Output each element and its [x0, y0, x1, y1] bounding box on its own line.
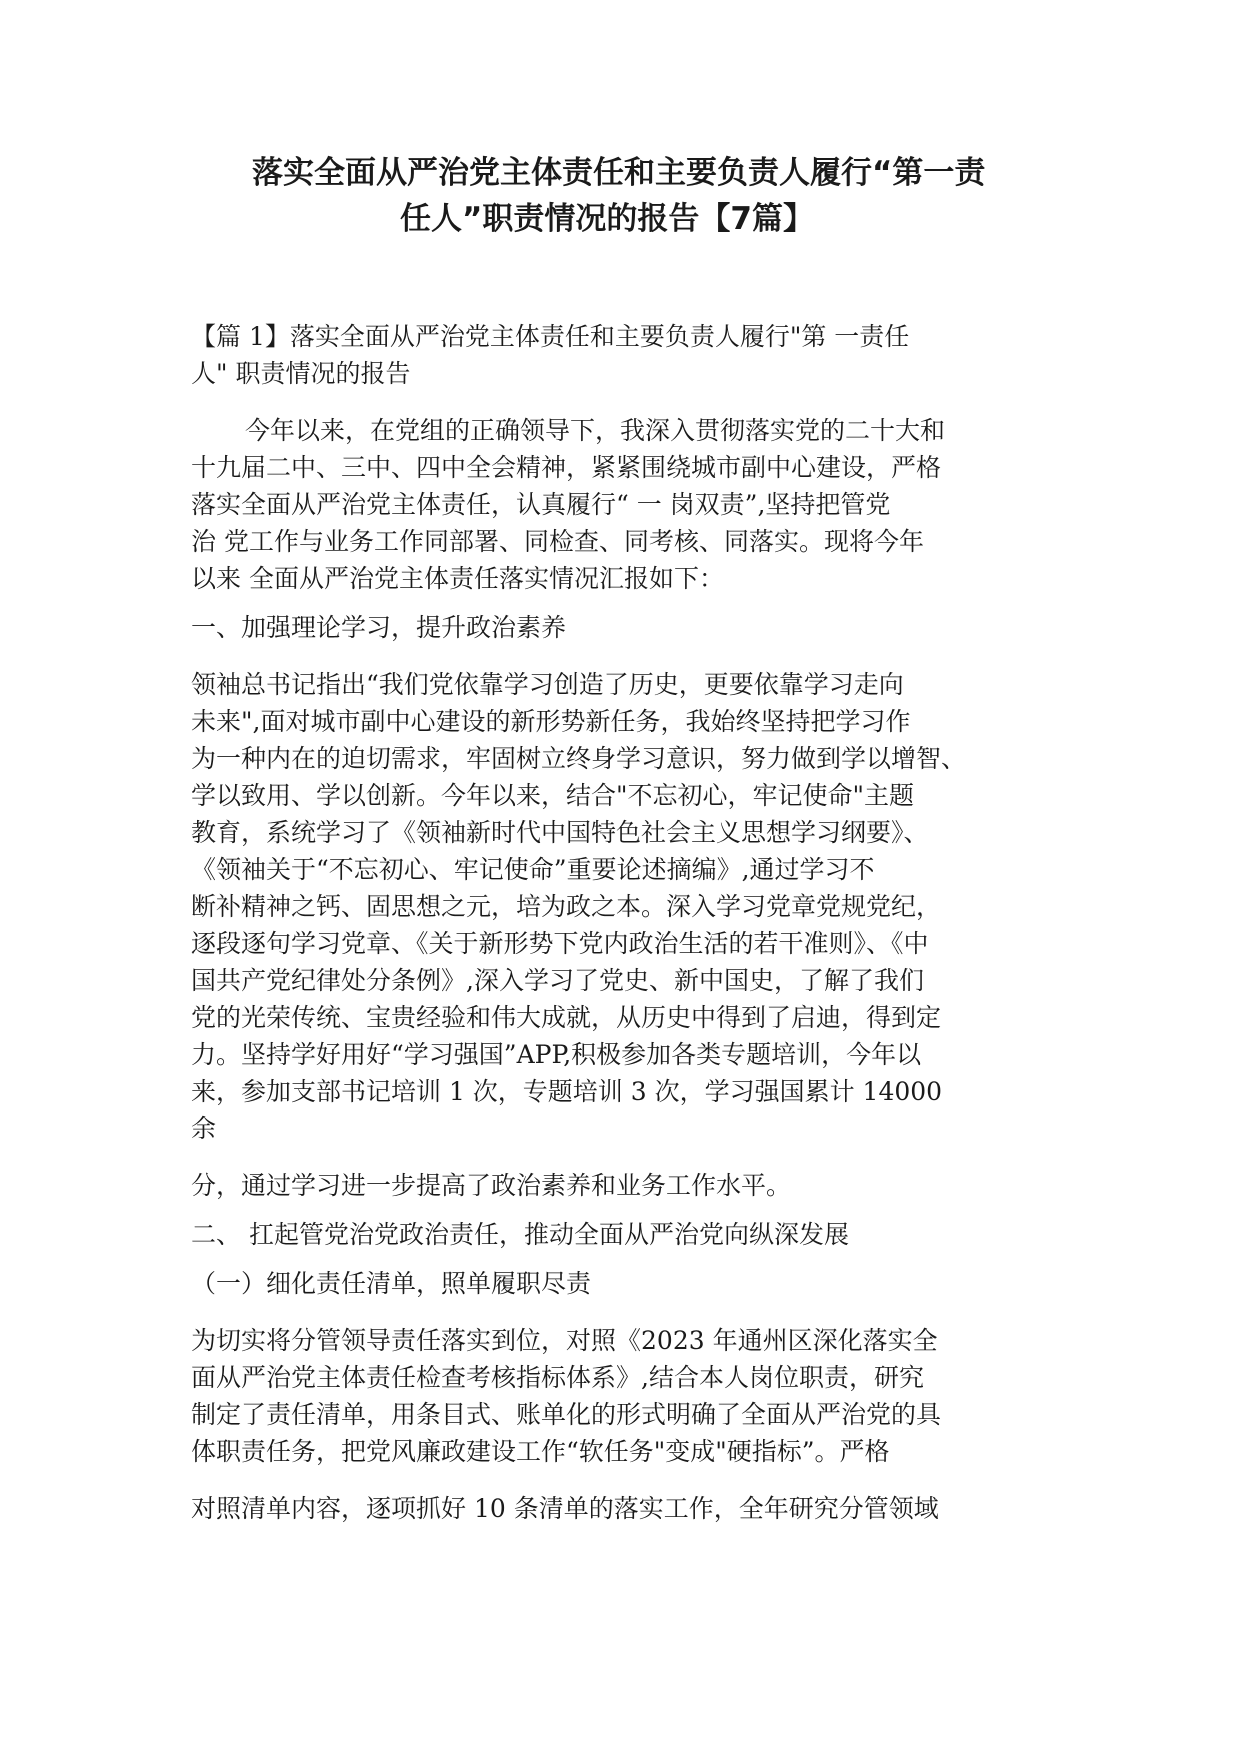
text-line: 学以致用、学以创新。今年以来，结合"不忘初心，牢记使命"主题: [191, 781, 915, 810]
text-line: 制定了责任清单，用条目式、账单化的形式明确了全面从严治党的具: [191, 1400, 942, 1429]
text-line: 人" 职责情况的报告: [191, 359, 411, 388]
text-line: 领袖总书记指出“我们党依靠学习创造了历史，更要依靠学习走向: [191, 670, 904, 699]
text-line: 二、 扛起管党治党政治责任，推动全面从严治党向纵深发展: [191, 1220, 849, 1249]
responsibility-paragraph-continued: [191, 1490, 1071, 1527]
text-line: 逐段逐句学习党章、《关于新形势下党内政治生活的若干准则》、《中: [191, 929, 929, 958]
text-line: 今年以来，在党组的正确领导下，我深入贯彻落实党的二十大和: [245, 416, 946, 445]
study-paragraph: [191, 666, 1071, 1147]
text-line: 《领袖关于“不忘初心、牢记使命”重要论述摘编》,通过学习不: [191, 855, 875, 884]
text-line: 国共产党纪律处分条例》,深入学习了党史、新中国史，了解了我们: [191, 966, 924, 995]
text-line: 教育，系统学习了《领袖新时代中国特色社会主义思想学习纲要》、: [191, 818, 929, 847]
text-line: 【篇 1】落实全面从严治党主体责任和主要负责人履行"第 一责任: [191, 322, 910, 351]
text-line: 以来 全面从严治党主体责任落实情况汇报如下：: [191, 564, 724, 593]
text-line: 分，通过学习进一步提高了政治素养和业务工作水平。: [191, 1171, 792, 1200]
text-line: （一）细化责任清单，照单履职尽责: [191, 1269, 592, 1298]
title-line-1: 落实全面从严治党主体责任和主要负责人履行“第一责: [252, 155, 986, 191]
text-line: 一、加强理论学习，提升政治素养: [191, 613, 567, 642]
title-line-2: 任人”职责情况的报告【7篇】: [400, 201, 814, 237]
text-line: 治 党工作与业务工作同部署、同检查、同考核、同落实。现将今年: [191, 527, 924, 556]
heading-one: [191, 609, 1071, 646]
text-line: 面从严治党主体责任检查考核指标体系》,结合本人岗位职责，研究: [191, 1363, 924, 1392]
text-line: 十九届二中、三中、四中全会精神，紧紧围绕城市副中心建设，严格: [191, 453, 942, 482]
text-line: 未来",面对城市副中心建设的新形势新任务，我始终坚持把学习作: [191, 707, 911, 736]
text-line: 来，参加支部书记培训 1 次，专题培训 3 次，学习强国累计 14000: [191, 1077, 943, 1106]
text-line: 力。坚持学好用好“学习强国”APP,积极参加各类专题培训，今年以: [191, 1040, 922, 1069]
text-line: 余: [191, 1114, 217, 1143]
subheading-one: [191, 1265, 1071, 1302]
responsibility-paragraph: [191, 1322, 1071, 1470]
text-line: 落实全面从严治党主体责任，认真履行“ 一 岗双责”,坚持把管党: [191, 490, 891, 519]
text-line: 党的光荣传统、宝贵经验和伟大成就，从历史中得到了启迪，得到定: [191, 1003, 942, 1032]
text-line: 体职责任务，把党风廉政建设工作“软任务"变成"硬指标”。严格: [191, 1437, 890, 1466]
section-heading-paragraph: [191, 318, 1071, 392]
document-body: [191, 318, 1071, 1527]
text-line: 为切实将分管领导责任落实到位，对照《2023 年通州区深化落实全: [191, 1326, 938, 1355]
text-line: 断补精神之钙、固思想之元，培为政之本。深入学习党章党规党纪，: [191, 892, 942, 921]
heading-two: [191, 1216, 1071, 1253]
text-line: 对照清单内容，逐项抓好 10 条清单的落实工作，全年研究分管领域: [191, 1494, 939, 1523]
intro-paragraph: [191, 412, 1071, 597]
document-title: [180, 150, 1080, 242]
study-paragraph-end: [191, 1167, 1071, 1204]
text-line: 为一种内在的迫切需求，牢固树立终身学习意识，努力做到学以增智、: [191, 744, 967, 773]
